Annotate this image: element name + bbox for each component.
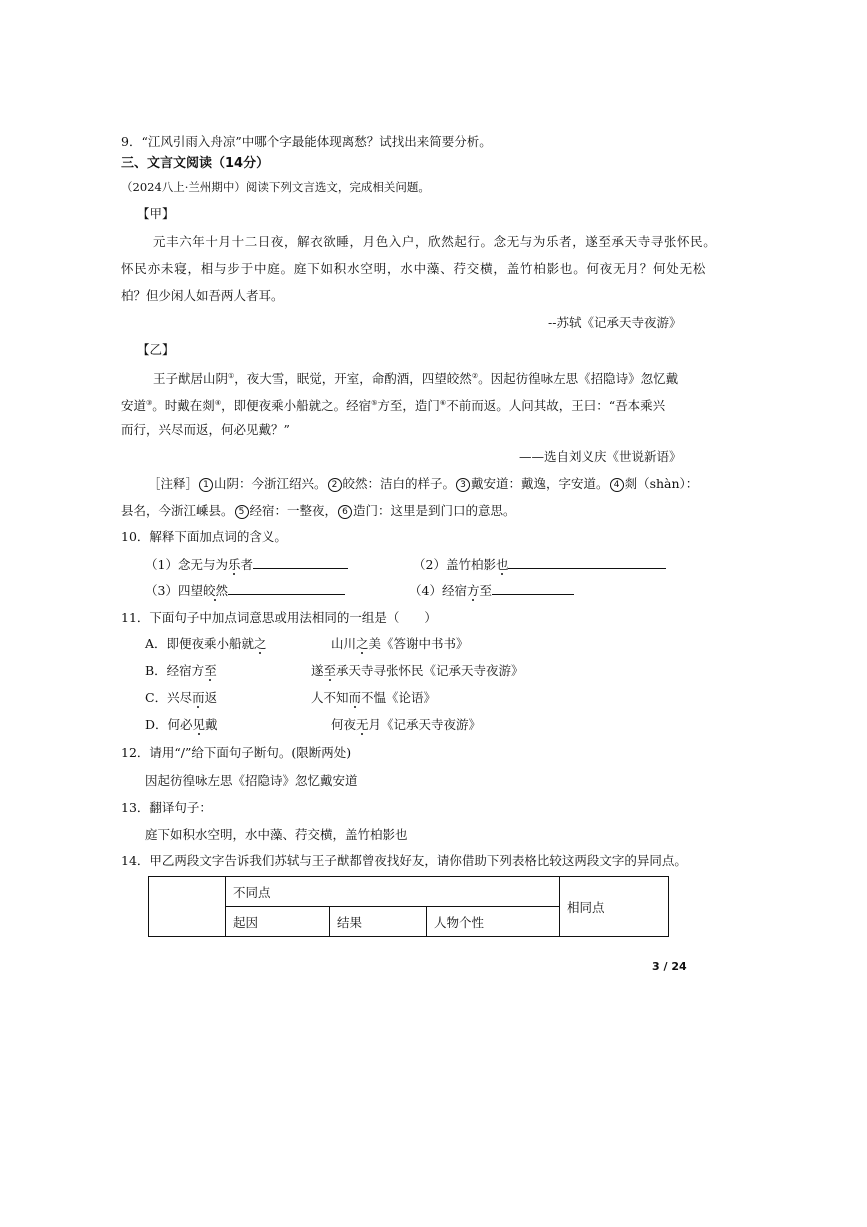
question-9: 9．“江风引雨入舟凉”中哪个字最能体现离愁？试找出来简要分析。 <box>121 134 492 149</box>
answer-blank[interactable] <box>228 581 345 595</box>
circled-number: 1 <box>199 478 213 492</box>
dotted-word: 也 <box>495 557 509 572</box>
dotted-word: 皎然 <box>202 583 228 598</box>
table-cell-empty[interactable] <box>149 877 226 937</box>
option-text: 月《记承天寺夜游》 <box>368 717 482 732</box>
question-13-stem: 13．翻译句子： <box>121 800 212 815</box>
text: 。时戴在剡 <box>152 398 215 414</box>
text: 王子猷居山阴 <box>153 371 229 387</box>
option-text: 戴 <box>205 717 218 732</box>
question-10-item-3 <box>145 581 345 600</box>
option-text: 人不知 <box>311 690 349 705</box>
section-3-heading: 三、文言文阅读（14分） <box>121 156 270 171</box>
question-11-option-d[interactable] <box>145 716 218 734</box>
note-ref: ⑥ <box>439 399 447 407</box>
dotted-word: 无 <box>356 717 369 732</box>
text: ，即便夜乘小船就之。经宿 <box>221 398 372 414</box>
dotted-word: 之 <box>356 636 369 651</box>
text: 不前而返。人问其故，王曰：“吾本乘兴 <box>446 398 666 414</box>
page-number: 3 / 24 <box>652 960 687 973</box>
option-text: 承天寺寻张怀民《记承天寺夜游》 <box>336 663 524 678</box>
circled-number: 6 <box>338 505 352 519</box>
question-11-option-c-pair <box>311 689 436 707</box>
passage-jia-line-1: 元丰六年十月十二日夜，解衣欲睡，月色入户，欣然起行。念无与为乐者，遂至承天寺寻张怀民。 <box>153 234 717 249</box>
question-10-stem: 10．解释下面加点词的含义。 <box>121 529 287 544</box>
passage-jia-tag: 【甲】 <box>137 206 175 221</box>
circled-number: 2 <box>328 478 342 492</box>
question-12-text: 因起彷徨咏左思《招隐诗》忽忆戴安道 <box>145 773 358 788</box>
note-text: 戴安道：戴逸，字安道。 <box>471 476 609 491</box>
item-text: 至 <box>479 583 492 598</box>
question-14-stem: 14．甲乙两段文字告诉我们苏轼与王子猷都曾夜找好友，请你借助下列表格比较这两段文字的异同点。 <box>121 853 687 868</box>
passage-yi-line-1 <box>153 367 678 388</box>
table-header-different: 不同点 <box>226 877 560 907</box>
question-11-option-b-pair <box>311 662 524 680</box>
question-13-text: 庭下如积水空明，水中藻、荇交横，盖竹柏影也 <box>145 827 408 842</box>
option-text: 美《答谢中书书》 <box>368 636 469 651</box>
answer-blank[interactable] <box>492 581 574 595</box>
question-10-item-1 <box>145 555 348 574</box>
question-11-option-a[interactable] <box>145 635 267 653</box>
text: 安道 <box>121 398 147 414</box>
note-ref: ③ <box>146 399 153 407</box>
question-11-stem: 11．下面句子中加点词意思或用法相同的一组是（ ） <box>121 610 437 625</box>
dotted-word: 至 <box>204 663 217 678</box>
question-11-option-d-pair <box>331 716 481 734</box>
notes-line-2 <box>121 502 516 520</box>
option-text: 不愠《论语》 <box>361 690 437 705</box>
option-text: D．何必 <box>145 717 193 732</box>
table-header-cause: 起因 <box>226 907 330 937</box>
question-10-item-2 <box>413 555 666 574</box>
item-text: 者 <box>240 557 253 572</box>
notes-lead: ［注释］ <box>148 476 199 491</box>
passage-jia-line-3: 柏？但少闲人如吾两人者耳。 <box>121 288 284 303</box>
dotted-word: 至 <box>323 663 337 678</box>
question-11-option-a-pair <box>331 635 469 653</box>
notes-line-1 <box>148 475 698 493</box>
option-text: C．兴尽 <box>145 690 193 705</box>
note-ref: ① <box>228 372 235 380</box>
dotted-word: 而 <box>192 690 205 705</box>
item-text: （1）念无与为 <box>145 557 228 572</box>
answer-blank[interactable] <box>253 555 348 569</box>
note-ref: ④ <box>214 399 222 407</box>
question-10-item-4 <box>409 581 574 600</box>
note-text: 造门：这里是到门口的意思。 <box>353 503 516 518</box>
item-text: （2）盖竹柏影 <box>413 557 496 572</box>
option-text: 遂 <box>311 663 324 678</box>
option-text: 何夜 <box>331 717 357 732</box>
passage-yi-line-3: 而行，兴尽而返，何必见戴？” <box>121 422 290 437</box>
text: 方至，造门 <box>377 398 440 414</box>
passage-yi-tag: 【乙】 <box>137 342 175 357</box>
text: ，夜大雪，眠觉，开室，命酌酒，四望皎然 <box>234 371 472 387</box>
note-text: 皎然：洁白的样子。 <box>342 476 456 491</box>
note-ref: ② <box>471 372 479 380</box>
text: 。因起彷徨咏左思《招隐诗》忽忆戴 <box>478 371 679 387</box>
dotted-word: 之 <box>254 636 267 651</box>
option-text: B．经宿方 <box>145 663 205 678</box>
dotted-word: 见 <box>192 717 206 732</box>
question-11-option-c[interactable] <box>145 689 217 707</box>
dotted-word: 而 <box>348 690 362 705</box>
note-ref: ⑤ <box>371 399 378 407</box>
circled-number: 5 <box>235 505 249 519</box>
passage-yi-line-2 <box>121 394 665 415</box>
table-header-result: 结果 <box>330 907 427 937</box>
option-text: 返 <box>204 690 218 705</box>
dotted-word: 乐 <box>227 557 241 572</box>
option-text: 山川 <box>331 636 357 651</box>
passage-jia-attribution: --苏轼《记承天寺夜游》 <box>548 315 682 330</box>
answer-blank[interactable] <box>508 555 666 569</box>
circled-number: 3 <box>456 478 470 492</box>
note-text: 剡（shàn）： <box>624 476 699 491</box>
passage-yi-attribution: ——选自刘义庆《世说新语》 <box>519 449 682 464</box>
passage-jia-line-2: 怀民亦未寝，相与步于中庭。庭下如积水空明，水中藻、荇交横，盖竹柏影也。何夜无月？何处无松 <box>121 261 707 276</box>
note-text: 县名，今浙江嵊县。 <box>121 503 234 518</box>
item-text: （3）四望 <box>145 583 203 598</box>
option-text: A．即便夜乘小船就 <box>145 636 255 651</box>
item-text: （4）经宿 <box>409 583 467 598</box>
question-12-stem: 12．请用“/”给下面句子断句。(限断两处) <box>121 745 352 760</box>
note-text: 经宿：一整夜， <box>249 503 338 518</box>
dotted-word: 方 <box>466 583 480 598</box>
note-text: 山阴：今浙江绍兴。 <box>214 476 327 491</box>
source-line: （2024八上·兰州期中）阅读下列文言选文，完成相关问题。 <box>121 180 430 194</box>
circled-number: 4 <box>610 478 624 492</box>
table-header-same: 相同点 <box>560 877 669 937</box>
table-header-personality: 人物个性 <box>427 907 560 937</box>
question-11-option-b[interactable] <box>145 662 217 680</box>
comparison-table <box>148 876 669 937</box>
